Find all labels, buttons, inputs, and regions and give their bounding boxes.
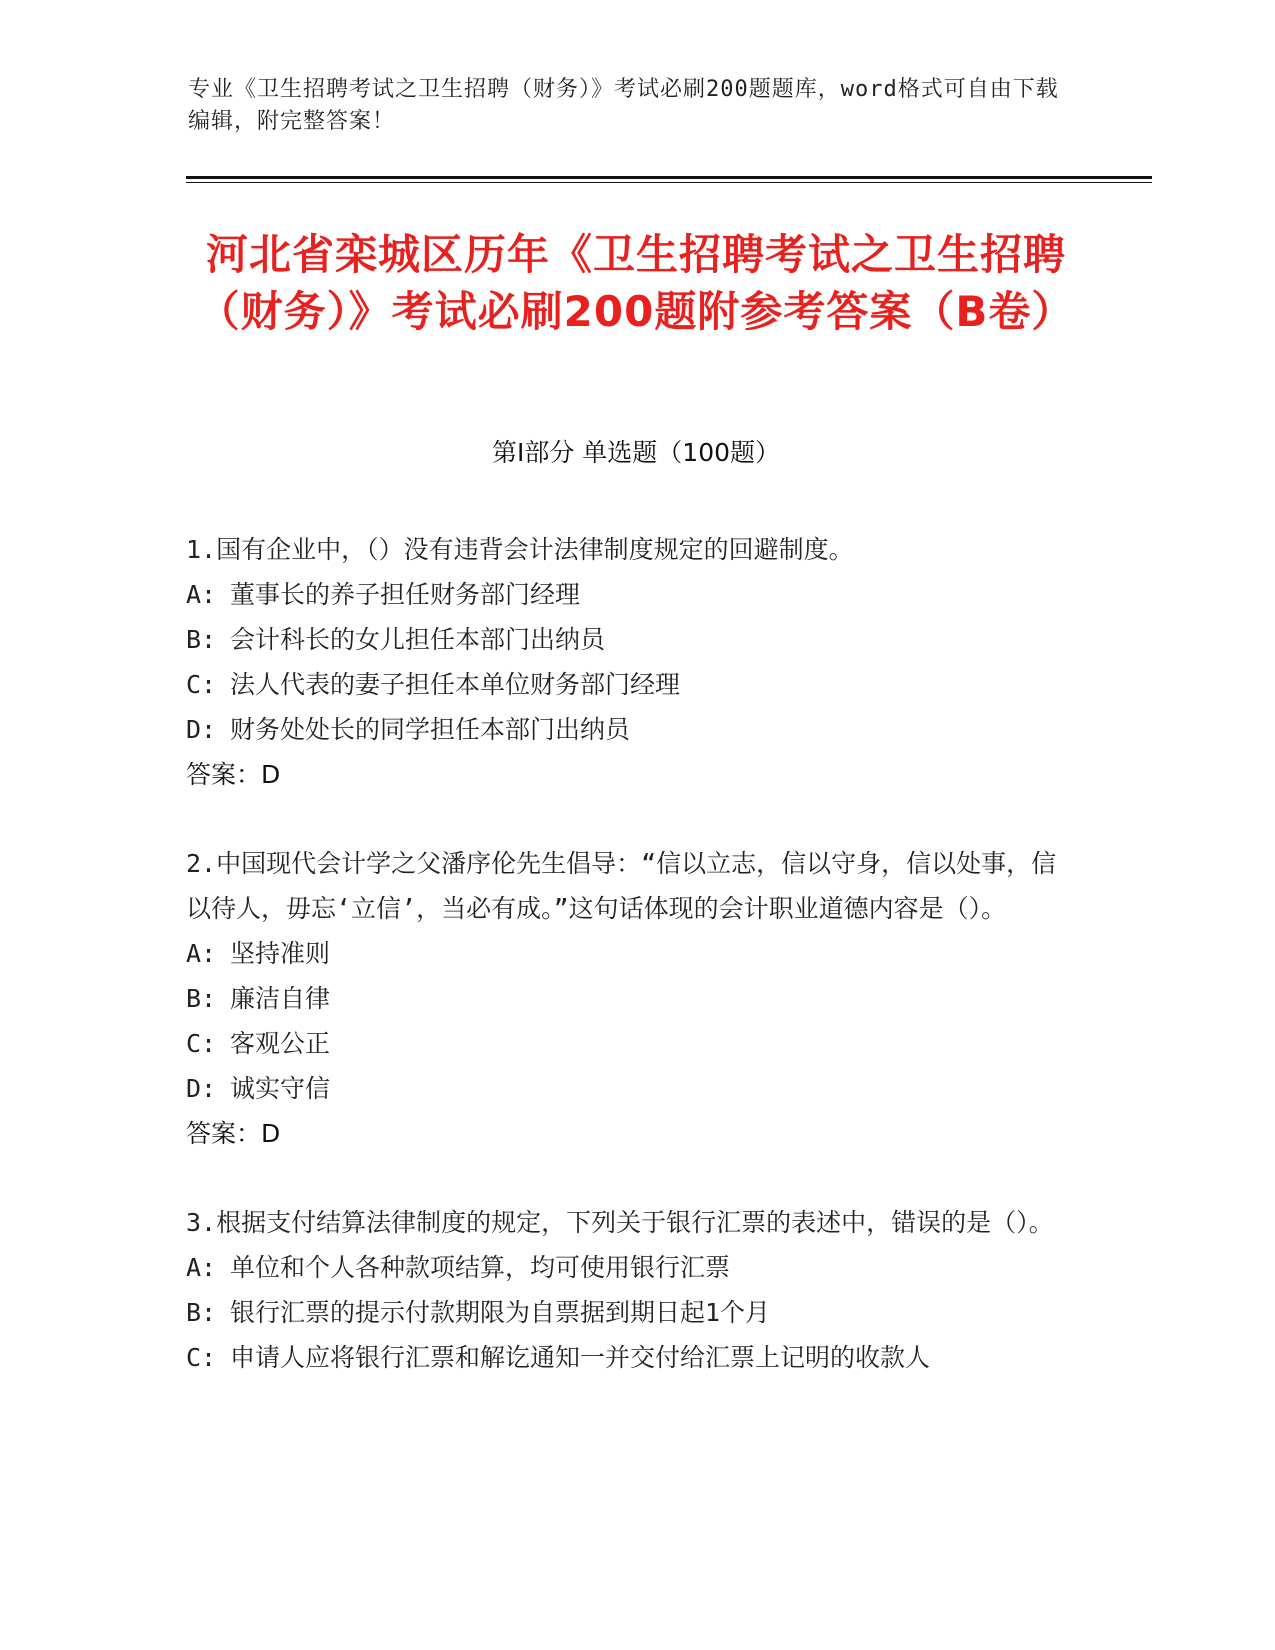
option-text: 申请人应将银行汇票和解讫通知一并交付给汇票上记明的收款人 xyxy=(230,1343,931,1372)
option-a xyxy=(186,572,1066,617)
option-c xyxy=(186,1335,1066,1380)
option-text: 诚实守信 xyxy=(230,1074,331,1103)
option-letter: B: xyxy=(186,625,217,654)
answer-line: 答案：D xyxy=(186,1119,281,1148)
question-3 xyxy=(186,1200,1066,1380)
option-letter: D: xyxy=(186,1074,217,1103)
option-text: 法人代表的妻子担任本单位财务部门经理 xyxy=(230,670,681,699)
option-text: 坚持准则 xyxy=(230,939,331,968)
option-a xyxy=(186,1245,1066,1290)
question-list xyxy=(186,527,1066,1424)
question-2 xyxy=(186,841,1066,1156)
option-text: 财务处处长的同学担任本部门出纳员 xyxy=(230,715,631,744)
section-heading: 第I部分 单选题（100题） xyxy=(491,438,781,467)
option-letter: A: xyxy=(186,939,217,968)
option-letter: C: xyxy=(186,1029,217,1058)
option-a xyxy=(186,931,1066,976)
option-b xyxy=(186,1290,1066,1335)
option-text: 客观公正 xyxy=(230,1029,331,1058)
option-text: 会计科长的女儿担任本部门出纳员 xyxy=(230,625,606,654)
option-letter: C: xyxy=(186,670,217,699)
question-stem: 1.国有企业中，（）没有违背会计法律制度规定的回避制度。 xyxy=(186,535,854,564)
header-rule-thin xyxy=(186,182,1152,183)
option-c xyxy=(186,1021,1066,1066)
option-text: 银行汇票的提示付款期限为自票据到期日起1个月 xyxy=(230,1298,771,1327)
option-text: 单位和个人各种款项结算，均可使用银行汇票 xyxy=(230,1253,731,1282)
option-letter: A: xyxy=(186,1253,217,1282)
option-text: 廉洁自律 xyxy=(230,984,331,1013)
answer-line: 答案：D xyxy=(186,760,281,789)
option-b xyxy=(186,617,1066,662)
option-c xyxy=(186,662,1066,707)
option-letter: B: xyxy=(186,984,217,1013)
option-letter: A: xyxy=(186,580,217,609)
question-1 xyxy=(186,527,1066,797)
intro-text: 专业《卫生招聘考试之卫生招聘（财务）》考试必刷200题题库，word格式可自由下载编辑，附完整答案！ xyxy=(188,77,1059,134)
document-title: 河北省栾城区历年《卫生招聘考试之卫生招聘（财务）》考试必刷200题附参考答案（B卷） xyxy=(197,230,1075,336)
header-rule-thick xyxy=(186,176,1152,179)
question-stem: 3.根据支付结算法律制度的规定，下列关于银行汇票的表述中，错误的是（）。 xyxy=(186,1208,1054,1237)
option-d xyxy=(186,707,1066,752)
option-letter: D: xyxy=(186,715,217,744)
option-letter: B: xyxy=(186,1298,217,1327)
question-stem: 2.中国现代会计学之父潘序伦先生倡导：“信以立志，信以守身，信以处事，信以待人，毋忘‘立信’，当必有成。”这句话体现的会计职业道德内容是（）。 xyxy=(186,849,1057,923)
option-d xyxy=(186,1066,1066,1111)
option-b xyxy=(186,976,1066,1021)
option-text: 董事长的养子担任财务部门经理 xyxy=(230,580,581,609)
option-letter: C: xyxy=(186,1343,217,1372)
